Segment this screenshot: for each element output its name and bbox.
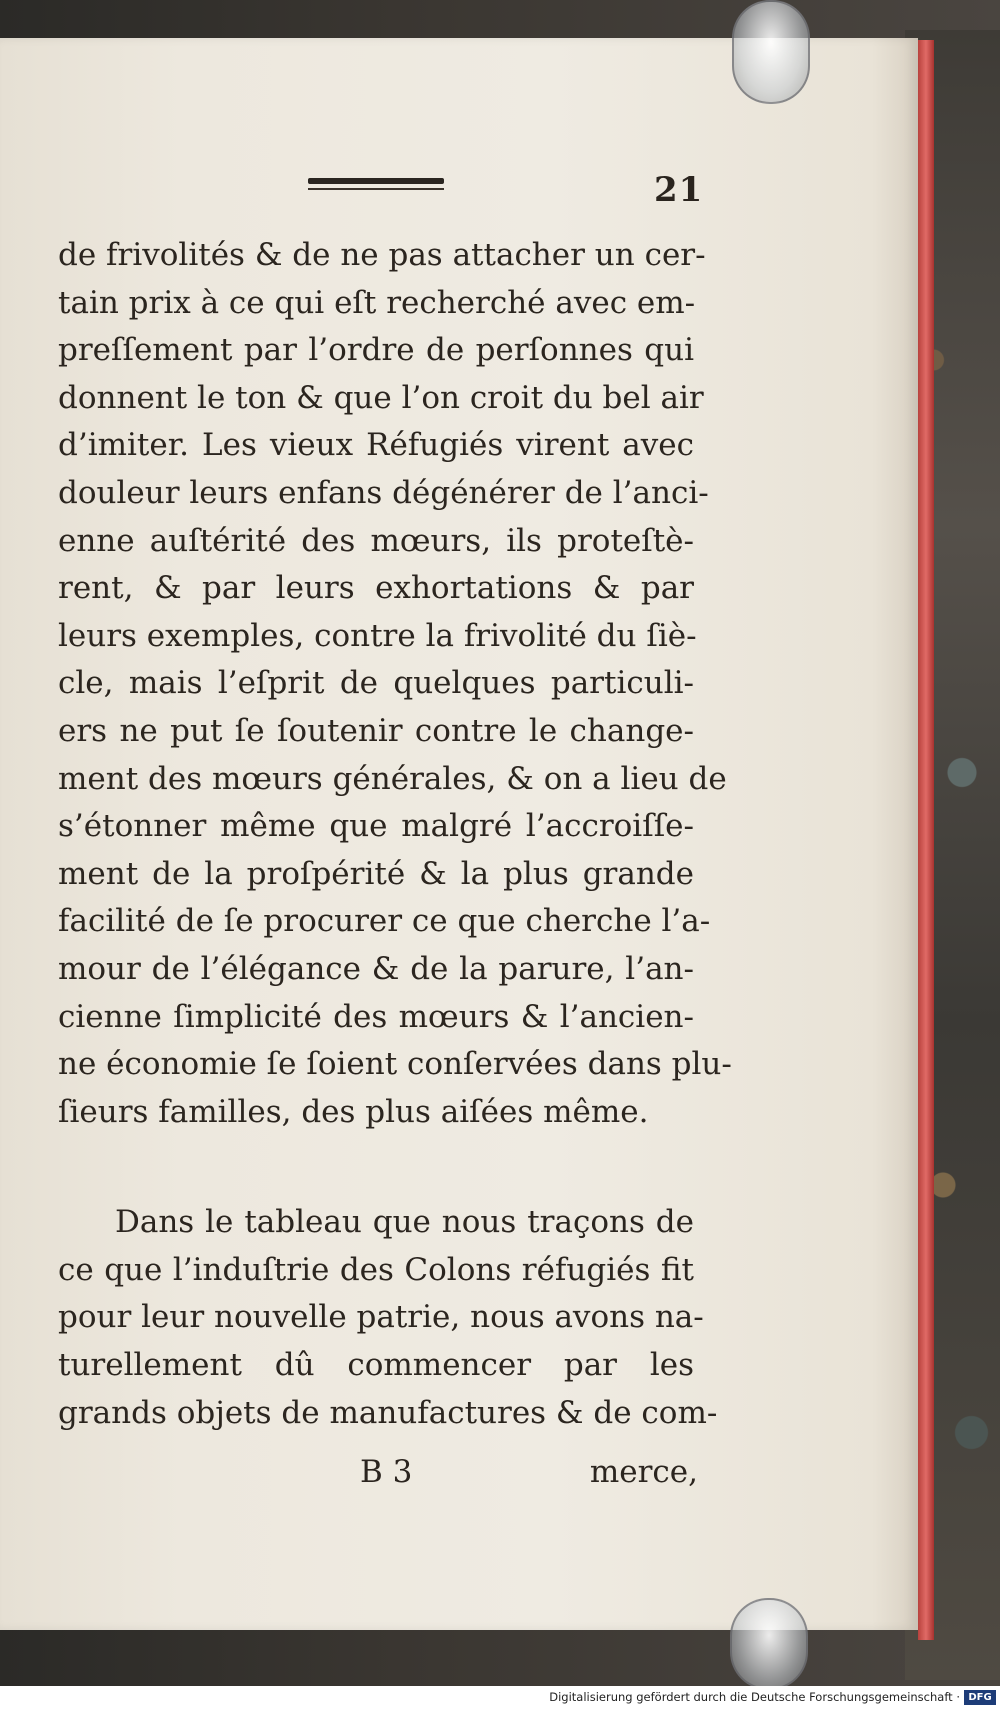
text-line: douleur leurs enfans dégénérer de l’anci- [58, 474, 709, 511]
paragraph-2 [58, 1199, 718, 1437]
text-line: ſieurs familles, des plus aiſées même. [58, 1093, 649, 1130]
text-line: grands objets de manufactures & de com- [58, 1394, 718, 1431]
text-line: cle, mais l’eſprit de quelques particuli- [58, 665, 694, 702]
text-line: enne auſtérité des mœurs, ils proteſtè- [58, 522, 694, 559]
page-footer [58, 1448, 698, 1496]
text-line: rent, & par leurs exhortations & par [58, 570, 694, 607]
text-line: preſſement par l’ordre de perſonnes qui [58, 332, 694, 369]
page-clip-bottom [730, 1598, 808, 1690]
text-line: pour leur nouvelle patrie, nous avons na- [58, 1299, 704, 1336]
text-line: mour de l’élégance & de la parure, l’an- [58, 950, 694, 987]
text-line: ment des mœurs générales, & on a lieu de [58, 760, 727, 797]
text-line: ne économie ſe ſoient conſervées dans plu- [58, 1046, 732, 1083]
catchword: merce, [589, 1454, 698, 1490]
page-number: 21 [654, 170, 704, 210]
text-line: leurs exemples, contre la frivolité du ſiè- [58, 617, 697, 654]
text-line: tain prix à ce qui eſt recherché avec em- [58, 284, 696, 321]
text-line: ers ne put ſe ſoutenir contre le change- [58, 712, 694, 749]
text-line: de frivolités & de ne pas attacher un cer- [58, 237, 706, 273]
text-line: s’étonner même que malgré l’accroiſſe- [58, 808, 694, 845]
text-line: Dans le tableau que nous traçons de [115, 1204, 694, 1241]
dfg-logo: DFG [964, 1690, 996, 1705]
page-clip-top [732, 0, 810, 104]
text-line: donnent le ton & que l’on croit du bel air [58, 379, 704, 416]
text-line: cienne ſimplicité des mœurs & l’ancien- [58, 998, 694, 1035]
page-edge-red [918, 40, 934, 1640]
digitization-credit: Digitalisierung gefördert durch die Deutsche Forschungsgemeinschaft · [549, 1690, 960, 1704]
text-line: d’imiter. Les vieux Réfugiés virent avec [58, 427, 694, 464]
text-line: ce que l’induſtrie des Colons réfugiés fit [58, 1251, 694, 1288]
paragraph-gap [58, 1136, 694, 1199]
paragraph-1 [58, 232, 732, 1136]
text-line: turellement dû commencer par les [58, 1347, 694, 1384]
text-line: facilité de ſe procurer ce que cherche l’a- [58, 903, 711, 940]
text-line: ment de la proſpérité & la plus grande [58, 855, 694, 892]
credit-bar [0, 1686, 1000, 1709]
body-text [58, 232, 732, 1437]
signature-mark: B 3 [360, 1454, 413, 1490]
header-ornament [308, 178, 444, 190]
